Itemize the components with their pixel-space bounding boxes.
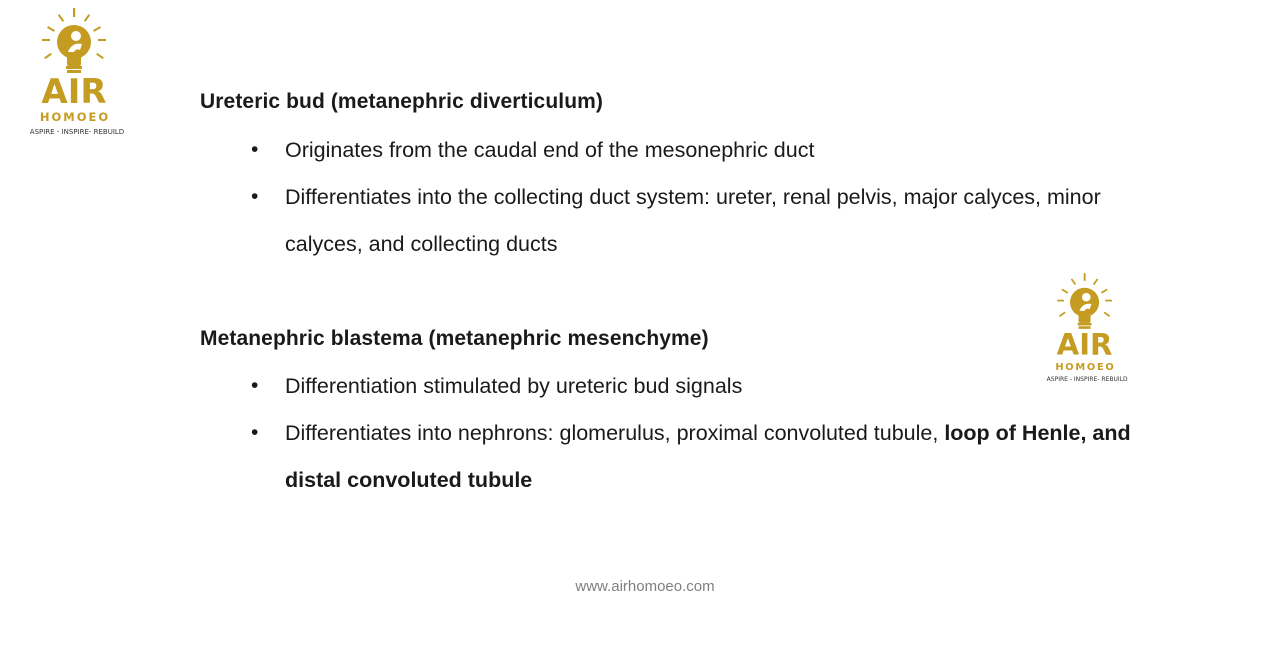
- bullet-text: Differentiates into the collecting duct system: ureter, renal pelvis, major calyces, minor calyces, and collecting ducts: [285, 185, 1101, 256]
- svg-text:AIR: AIR: [41, 72, 107, 112]
- bullet-text-regular: Differentiates into nephrons: glomerulus, proximal convoluted tubule,: [285, 421, 945, 445]
- svg-text:ASPIRE - INSPIRE- REBUILD: ASPIRE - INSPIRE- REBUILD: [29, 128, 125, 136]
- section-title-ureteric-bud: Ureteric bud (metanephric diverticulum): [200, 90, 603, 113]
- lightbulb-logo-icon: [22, 6, 134, 138]
- air-homoeo-logo-watermark: [1040, 268, 1136, 388]
- svg-text:AIR: AIR: [1056, 327, 1113, 362]
- bullet-marker: •: [251, 185, 259, 208]
- lightbulb-logo-icon: [1040, 268, 1136, 388]
- bullet-text: [285, 410, 1165, 504]
- svg-text:HOMOEO: HOMOEO: [1055, 362, 1116, 373]
- bullet-text: Differentiation stimulated by ureteric bud signals: [285, 374, 743, 398]
- bullet-marker: •: [251, 421, 259, 444]
- bullet-text: Originates from the caudal end of the mesonephric duct: [285, 138, 815, 162]
- bullet-text-bold: loop of Henle, and distal convoluted tubule: [285, 421, 1131, 492]
- svg-text:HOMOEO: HOMOEO: [39, 110, 111, 124]
- bullet-marker: •: [251, 138, 259, 161]
- svg-text:ASPIRE - INSPIRE- REBUILD: ASPIRE - INSPIRE- REBUILD: [1046, 376, 1128, 384]
- air-homoeo-logo: [22, 6, 134, 138]
- footer-website-url: www.airhomoeo.com: [575, 578, 715, 595]
- bullet-marker: •: [251, 374, 259, 397]
- section-title-metanephric-blastema: Metanephric blastema (metanephric mesenchyme): [200, 327, 709, 350]
